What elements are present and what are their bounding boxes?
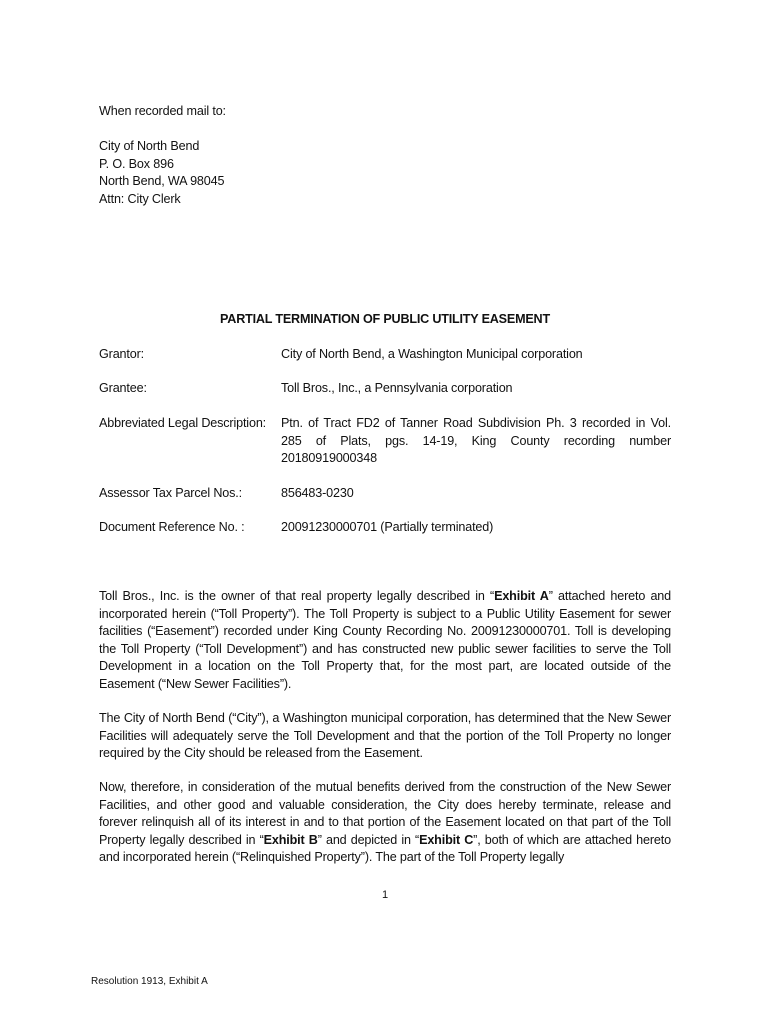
legal-description-value: Ptn. of Tract FD2 of Tanner Road Subdivision Ph. 3 recorded in Vol. 285 of Plats, pgs. 14-19, King County recording number 20180919000348 [281, 416, 671, 465]
page-number: 1 [381, 889, 389, 901]
address-line: P. O. Box 896 [99, 156, 174, 171]
footer-note: Resolution 1913, Exhibit A [91, 976, 208, 987]
return-address-block [99, 103, 226, 208]
document-reference-label: Document Reference No. : [99, 520, 245, 534]
address-line: Attn: City Clerk [99, 191, 181, 206]
parcel-label: Assessor Tax Parcel Nos.: [99, 486, 242, 500]
p3-text-rest: ”, both of which are attached hereto and incorporated herein (“Relinquished Property”). The part of the Toll Property legally [99, 832, 671, 864]
grantee-label: Grantee: [99, 381, 147, 395]
return-heading: When recorded mail to: [99, 104, 226, 118]
p1-text-rest: ” attached hereto and incorporated herein (“Toll Property”). The Toll Property is subject to a Public Utility Easement for sewer facilities (“Easement”) recorded under King County Recording No. 20091230000701. Toll is developing the Toll Property (“Toll Development”) and has constructed new public sewer facilities to serve the Toll Development in a location on the Toll Property that, for the most part, are located outside of the Easement (“New Sewer Facilities”). [99, 589, 672, 691]
exhibit-c-ref: Exhibit C [419, 832, 474, 847]
address-line: City of North Bend [99, 139, 200, 153]
grantee-value: Toll Bros., Inc., a Pennsylvania corporation [281, 381, 513, 395]
grantor-value: City of North Bend, a Washington Municipal corporation [281, 347, 583, 361]
exhibit-b-ref: Exhibit B [263, 832, 318, 847]
paragraph-ownership [99, 588, 671, 693]
p3-text: Now, therefore, in consideration of the mutual benefits derived from the construction of the New Sewer Facilities, and other good and valuable consideration, the City does hereby terminate, release and forever relinquish all of its interest in and to that portion of the Easement located on that part of the Toll Property legally described in “ [99, 780, 671, 847]
legal-description-label: Abbreviated Legal Description: [99, 416, 267, 430]
paragraph-city-determination: The City of North Bend (“City”), a Washington municipal corporation, has determined that the New Sewer Facilities will adequately serve the Toll Development and that the portion of the Toll Property no longer required by the City should be released from the Easement. [99, 711, 671, 760]
address-line: North Bend, WA 98045 [99, 174, 225, 188]
document-reference-value: 20091230000701 (Partially terminated) [281, 520, 494, 534]
p3-text-mid: ” and depicted in “ [317, 832, 420, 847]
paragraph-termination [99, 779, 671, 867]
document-title: PARTIAL TERMINATION OF PUBLIC UTILITY EASEMENT [220, 312, 550, 326]
p1-text: Toll Bros., Inc. is the owner of that real property legally described in “ [99, 589, 495, 603]
parcel-value: 856483-0230 [281, 486, 354, 500]
exhibit-a-ref: Exhibit A [494, 589, 549, 603]
grantor-label: Grantor: [99, 347, 144, 361]
